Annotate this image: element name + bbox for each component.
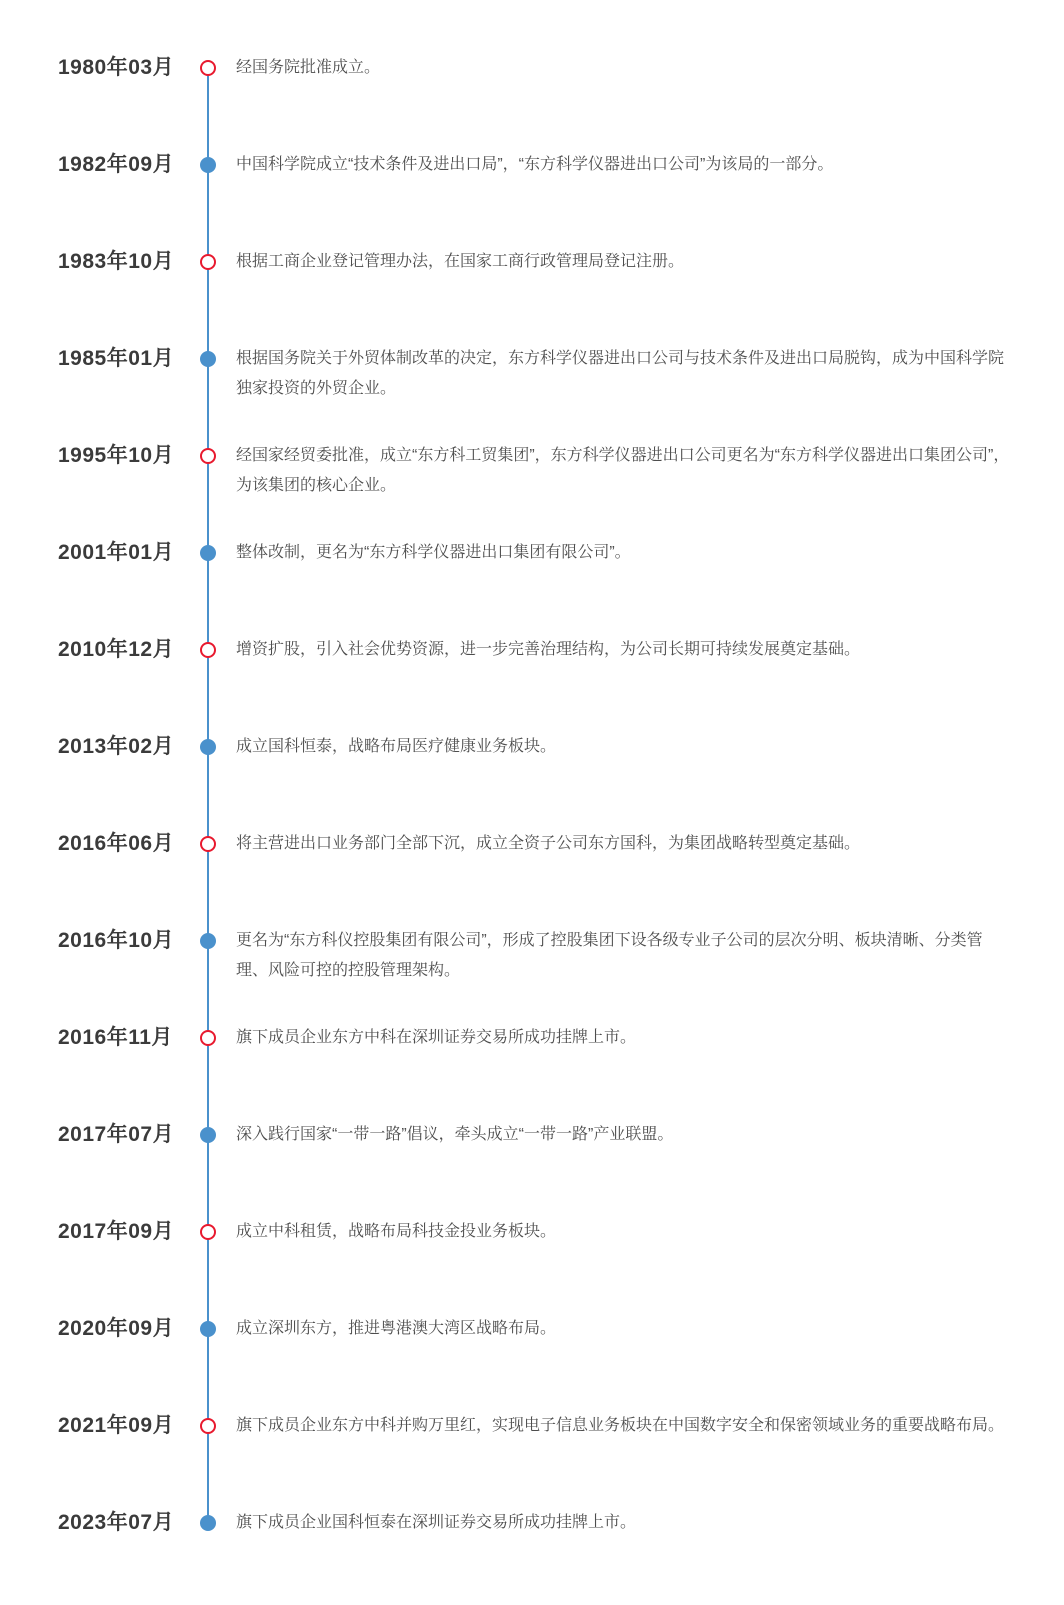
timeline-marker (200, 247, 216, 270)
timeline-description: 深入践行国家“一带一路”倡议，牵头成立“一带一路”产业联盟。 (236, 1126, 674, 1143)
timeline-marker (200, 150, 216, 173)
timeline-description: 根据国务院关于外贸体制改革的决定，东方科学仪器进出口公司与技术条件及进出口局脱钩，成为中国科学院独家投资的外贸企业。 (236, 350, 1005, 397)
timeline-marker (200, 732, 216, 755)
timeline-date: 2021年09月 (58, 1414, 175, 1437)
timeline-date: 2017年07月 (58, 1123, 175, 1146)
timeline-description: 将主营进出口业务部门全部下沉，成立全资子公司东方国科，为集团战略转型奠定基础。 (236, 835, 861, 852)
timeline-date: 2023年07月 (58, 1511, 175, 1534)
timeline-marker (200, 1314, 216, 1337)
timeline-item (0, 1411, 1064, 1508)
timeline-dot-hollow-icon (200, 60, 216, 76)
timeline-item (0, 926, 1064, 1023)
timeline-date: 2001年01月 (58, 541, 175, 564)
timeline-description: 根据工商企业登记管理办法，在国家工商行政管理局登记注册。 (236, 253, 685, 270)
timeline-item (0, 344, 1064, 441)
timeline-dot-hollow-icon (200, 254, 216, 270)
timeline-item (0, 1217, 1064, 1314)
timeline-marker (200, 1023, 216, 1046)
timeline-marker (200, 1217, 216, 1240)
timeline-marker (200, 1508, 216, 1531)
timeline-dot-hollow-icon (200, 642, 216, 658)
timeline-marker (200, 926, 216, 949)
timeline-item (0, 1023, 1064, 1120)
timeline-item (0, 829, 1064, 926)
timeline-date: 1982年09月 (58, 153, 175, 176)
timeline-item (0, 635, 1064, 732)
timeline-item (0, 538, 1064, 635)
timeline-dot-filled-icon (200, 933, 216, 949)
timeline-dot-filled-icon (200, 1515, 216, 1531)
timeline-marker (200, 1120, 216, 1143)
timeline-description: 更名为“东方科仪控股集团有限公司”，形成了控股集团下设各级专业子公司的层次分明、板块清晰、分类管理、风险可控的控股管理架构。 (236, 932, 983, 979)
timeline-description: 增资扩股，引入社会优势资源，进一步完善治理结构，为公司长期可持续发展奠定基础。 (236, 641, 861, 658)
timeline-description: 成立国科恒泰，战略布局医疗健康业务板块。 (236, 738, 557, 755)
timeline-item (0, 53, 1064, 150)
timeline-dot-hollow-icon (200, 836, 216, 852)
timeline-dot-filled-icon (200, 1321, 216, 1337)
timeline-description: 成立深圳东方，推进粤港澳大湾区战略布局。 (236, 1320, 557, 1337)
timeline-date: 1985年01月 (58, 347, 175, 370)
timeline-description: 成立中科租赁，战略布局科技金投业务板块。 (236, 1223, 557, 1240)
timeline-item (0, 150, 1064, 247)
timeline-item (0, 1508, 1064, 1605)
timeline-marker (200, 344, 216, 367)
timeline-date: 2016年11月 (58, 1026, 173, 1049)
timeline-marker (200, 441, 216, 464)
timeline-description: 经国家经贸委批准，成立“东方科工贸集团”，东方科学仪器进出口公司更名为“东方科学仪器进出口集团公司”，为该集团的核心企业。 (236, 447, 1010, 494)
timeline-marker (200, 829, 216, 852)
timeline-description: 旗下成员企业国科恒泰在深圳证券交易所成功挂牌上市。 (236, 1514, 637, 1531)
timeline-item (0, 1314, 1064, 1411)
timeline-marker (200, 1411, 216, 1434)
timeline-dot-hollow-icon (200, 448, 216, 464)
timeline-dot-filled-icon (200, 157, 216, 173)
timeline-description: 旗下成员企业东方中科并购万里红，实现电子信息业务板块在中国数字安全和保密领域业务的重要战略布局。 (236, 1417, 1005, 1434)
timeline-date: 2020年09月 (58, 1317, 175, 1340)
timeline-dot-hollow-icon (200, 1030, 216, 1046)
timeline-dot-hollow-icon (200, 1224, 216, 1240)
timeline-description: 整体改制，更名为“东方科学仪器进出口集团有限公司”。 (236, 544, 631, 561)
timeline-rows (0, 53, 1064, 1605)
timeline-item (0, 732, 1064, 829)
timeline-date: 2013年02月 (58, 735, 175, 758)
timeline-description: 旗下成员企业东方中科在深圳证券交易所成功挂牌上市。 (236, 1029, 637, 1046)
timeline-item (0, 247, 1064, 344)
timeline-marker (200, 538, 216, 561)
timeline-dot-hollow-icon (200, 1418, 216, 1434)
timeline-date: 2016年06月 (58, 832, 175, 855)
timeline-dot-filled-icon (200, 1127, 216, 1143)
timeline-marker (200, 53, 216, 76)
timeline-date: 1983年10月 (58, 250, 175, 273)
timeline-dot-filled-icon (200, 351, 216, 367)
timeline-dot-filled-icon (200, 545, 216, 561)
timeline-marker (200, 635, 216, 658)
timeline-description: 中国科学院成立“技术条件及进出口局”，“东方科学仪器进出口公司”为该局的一部分。 (236, 156, 834, 173)
timeline-date: 2010年12月 (58, 638, 175, 661)
timeline-dot-filled-icon (200, 739, 216, 755)
timeline-date: 1980年03月 (58, 56, 175, 79)
timeline-date: 2016年10月 (58, 929, 175, 952)
timeline-description: 经国务院批准成立。 (236, 59, 381, 76)
timeline-item (0, 441, 1064, 538)
timeline-date: 2017年09月 (58, 1220, 175, 1243)
timeline-item (0, 1120, 1064, 1217)
timeline-date: 1995年10月 (58, 444, 175, 467)
